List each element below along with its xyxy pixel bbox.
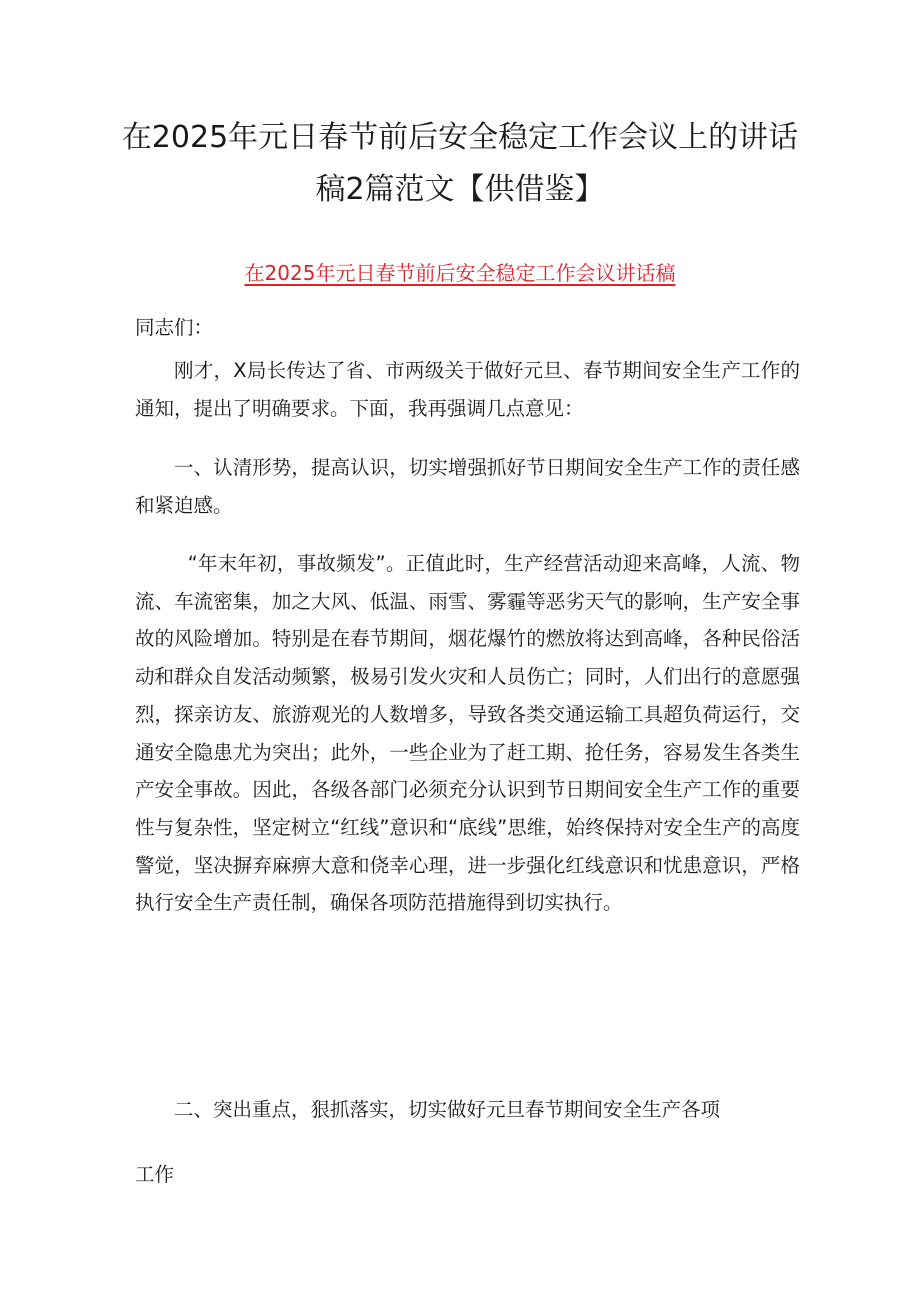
paragraph-body-1: “年末年初，事故频发”。正值此时，生产经营活动迎来高峰，人流、物流、车流密集，加之大风、低温、雨雪、雾霾等恶劣天气的影响，生产安全事故的风险增加。特别是在春节期间，烟花爆竹的燃放将达到高峰，各种民俗活动和群众自发活动频繁，极易引发火灾和人员伤亡；同时，人们出行的意愿强烈，探亲访友、旅游观光的人数增多，导致各类交通运输工具超负荷运行，交通安全隐患尤为突出；此外，一些企业为了赶工期、抢任务，容易发生各类生产安全事故。因此，各级各部门必须充分认识到节日期间安全生产工作的重要性与复杂性，坚定树立“红线”意识和“底线”思维，始终保持对安全生产的高度警觉，坚决摒弃麻痹大意和侥幸心理，进一步强化红线意识和忧患意识，严格执行安全生产责任制，确保各项防范措施得到切实执行。 [135,552,800,915]
document-title [110,112,810,216]
salutation: 同志们： [135,316,214,339]
paragraph-heading-1: 一、认清形势，提高认识，切实增强抓好节日期间安全生产工作的责任感和紧迫感。 [135,456,800,517]
paragraph-intro: 刚才，X局长传达了省、市两级关于做好元旦、春节期间安全生产工作的通知，提出了明确要求。下面，我再强调几点意见： [135,359,800,420]
paragraph-heading-2: 二、突出重点，狠抓落实，切实做好元旦春节期间安全生产各项 [174,1098,721,1121]
paragraph-heading-2-continued: 工作 [135,1163,175,1186]
document-title-line-2: 稿2篇范文【供借鉴】 [315,172,605,207]
section-title-link[interactable]: 在2025年元日春节前后安全稳定工作会议讲话稿 [244,261,676,285]
document-title-line-1: 在2025年元日春节前后安全稳定工作会议上的讲话 [121,120,799,155]
